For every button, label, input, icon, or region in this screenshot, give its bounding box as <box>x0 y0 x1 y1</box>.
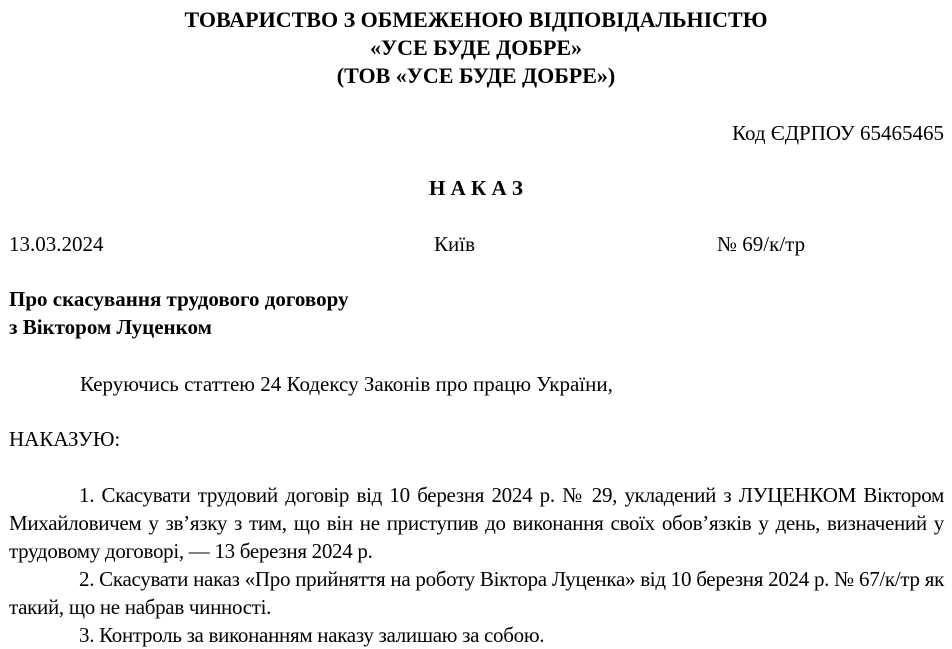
order-date: 13.03.2024 <box>9 232 104 256</box>
document-title: Н А К А З <box>429 176 523 200</box>
order-item-3: 3. Контроль за виконанням наказу залишаю за собою. <box>79 623 545 647</box>
order-subject <box>9 285 349 341</box>
organization-short-name: (ТОВ «УСЕ БУДЕ ДОБРЕ») <box>336 63 616 88</box>
document-meta-row <box>0 230 952 258</box>
organization-name-line-1: ТОВАРИСТВО З ОБМЕЖЕНОЮ ВІДПОВІДАЛЬНІСТЮ <box>184 7 768 32</box>
orders-heading: НАКАЗУЮ: <box>9 427 121 451</box>
order-item-2: 2. Скасувати наказ «Про прийняття на роботу Віктора Луценка» від 10 березня 2024 р. № 67/к/тр як такий, що не набрав чинності. <box>9 567 944 619</box>
subject-line-1: Про скасування трудового договору <box>9 287 349 311</box>
edrpou-code: Код ЄДРПОУ 65465465 <box>732 121 944 145</box>
preamble-text: Керуючись статтею 24 Кодексу Законів про працю України, <box>80 372 613 396</box>
order-city: Київ <box>434 232 475 256</box>
subject-line-2: з Віктором Луценком <box>9 315 212 339</box>
organization-name-line-2: «УСЕ БУДЕ ДОБРЕ» <box>369 35 583 60</box>
organization-header <box>0 6 952 90</box>
order-item-1: 1. Скасувати трудовий договір від 10 березня 2024 р. № 29, укладений з ЛУЦЕНКОМ Віктором Михайловичем у зв’язку з тим, що він не приступив до виконання своїх обов’язків у день, визначений у трудовому договорі, — 13 березня 2024 р. <box>9 483 944 563</box>
order-number: № 69/к/тр <box>717 232 806 256</box>
order-items-list <box>9 481 944 649</box>
